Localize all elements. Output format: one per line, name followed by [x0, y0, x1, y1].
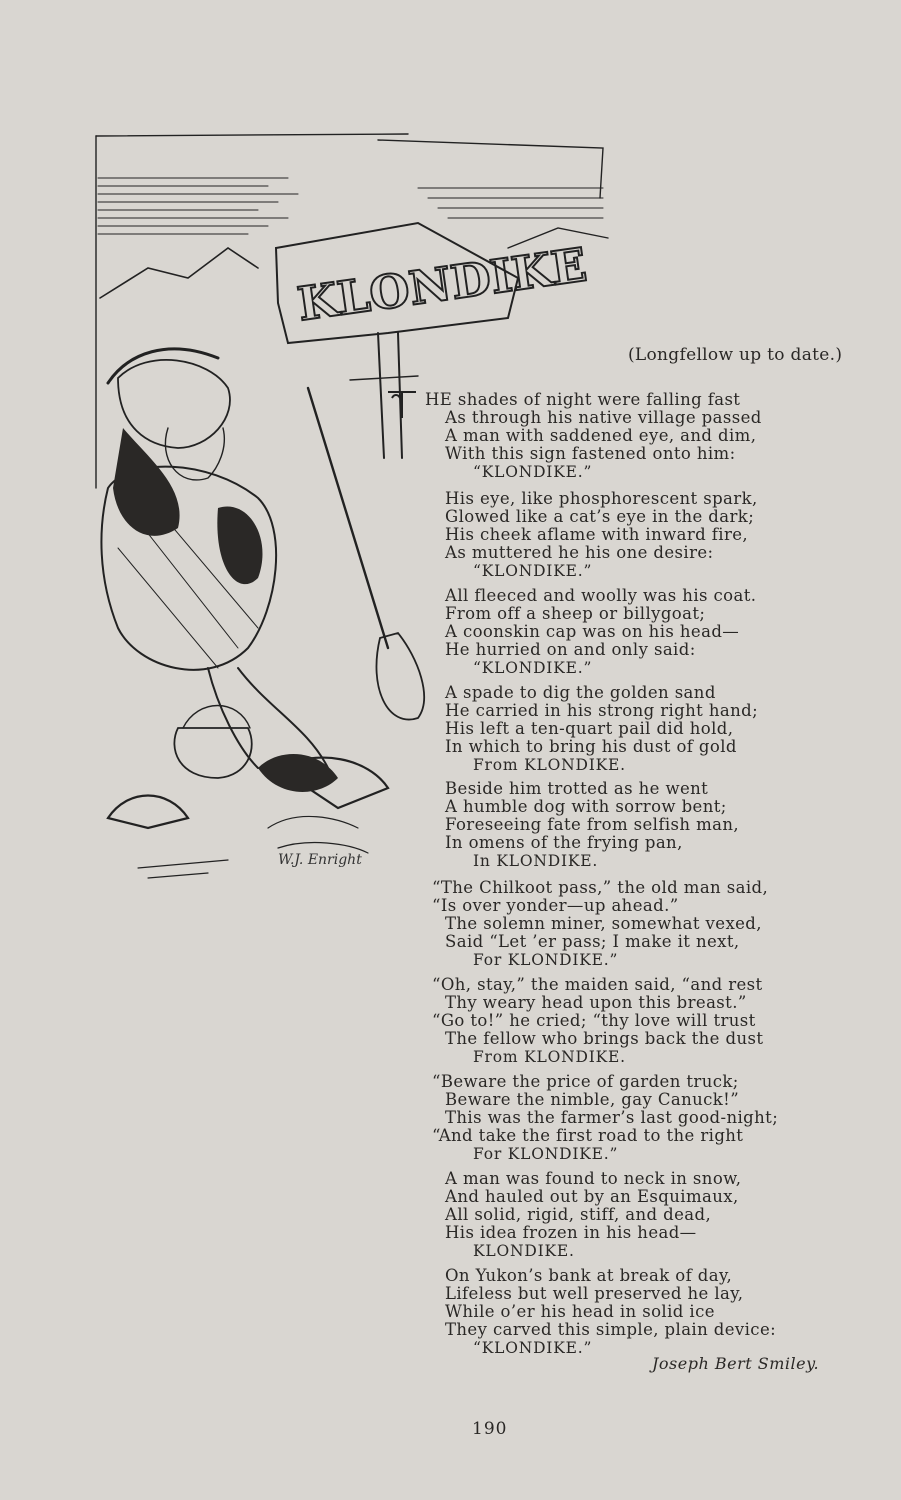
poem-line: In omens of the frying pan,	[445, 833, 683, 852]
poem-line: “Beware the price of garden truck;	[432, 1072, 739, 1091]
poem-line: He carried in his strong right hand;	[445, 701, 759, 720]
poem-refrain: From KLONDIKE.	[473, 756, 626, 774]
author-signature: Joseph Bert Smiley.	[652, 1354, 820, 1373]
stanza-7	[432, 976, 763, 1066]
poem-line: “The Chilkoot pass,” the old man said,	[432, 878, 769, 897]
poem-line: And hauled out by an Esquimaux,	[445, 1187, 739, 1206]
poem-line: HE shades of night were falling fast	[425, 390, 741, 409]
poem-line: “Is over yonder—up ahead.”	[432, 896, 679, 915]
page-number: 190	[472, 1419, 508, 1439]
poem-refrain: In KLONDIKE.	[473, 852, 599, 870]
poem-line: From off a sheep or billygoat;	[445, 604, 706, 623]
poem-line: A coonskin cap was on his head—	[445, 622, 740, 641]
stanza-10	[445, 1267, 776, 1357]
poem-line: All solid, rigid, stiff, and dead,	[445, 1205, 712, 1224]
poem-line: “Oh, stay,” the maiden said, “and rest	[432, 975, 763, 994]
poem-refrain: “KLONDIKE.”	[473, 463, 593, 481]
poem-line: As through his native village passed	[445, 408, 762, 427]
poem-refrain: For KLONDIKE.”	[473, 951, 619, 969]
poem-line: His cheek aflame with inward fire,	[445, 525, 749, 544]
poem-refrain: “KLONDIKE.”	[473, 659, 593, 677]
poem-line: Beside him trotted as he went	[445, 779, 709, 798]
poem-line: All fleeced and woolly was his coat.	[445, 586, 757, 605]
poem-refrain: KLONDIKE.	[473, 1242, 575, 1260]
poem-refrain: “KLONDIKE.”	[473, 1339, 593, 1357]
stanza-5	[445, 780, 739, 870]
poem-line: The fellow who brings back the dust	[445, 1029, 764, 1048]
poem-line: He hurried on and only said:	[445, 640, 696, 659]
poem-line: A humble dog with sorrow bent;	[445, 797, 727, 816]
poem-subtitle: (Longfellow up to date.)	[628, 345, 843, 365]
stanza-1	[425, 391, 762, 481]
poem-line: Said “Let ’er pass; I make it next,	[445, 932, 740, 951]
sign-lettering: KLONDIKE	[294, 237, 590, 332]
poem-line: Lifeless but well preserved he lay,	[445, 1284, 744, 1303]
poem-line: A spade to dig the golden sand	[445, 683, 716, 702]
stanza-3	[445, 587, 756, 677]
stanza-8	[432, 1073, 778, 1163]
poem-refrain: From KLONDIKE.	[473, 1048, 626, 1066]
poem-line: They carved this simple, plain device:	[445, 1320, 777, 1339]
poem-line: Beware the nimble, gay Canuck!”	[445, 1090, 740, 1109]
poem-refrain: “KLONDIKE.”	[473, 562, 593, 580]
poem-line: This was the farmer’s last good-night;	[445, 1108, 779, 1127]
poem-line: Thy weary head upon this breast.”	[445, 993, 747, 1012]
poem-line: While o’er his head in solid ice	[445, 1302, 715, 1321]
poem-line: As muttered he his one desire:	[445, 543, 714, 562]
poem-line: Foreseeing fate from selfish man,	[445, 815, 740, 834]
poem-line: His eye, like phosphorescent spark,	[445, 489, 758, 508]
stanza-6	[432, 879, 768, 969]
stanza-9	[445, 1170, 741, 1260]
stanza-4	[445, 684, 758, 774]
poem-line: His idea frozen in his head—	[445, 1223, 697, 1242]
poem-line: Glowed like a cat’s eye in the dark;	[445, 507, 755, 526]
artist-signature: W.J. Enright	[278, 852, 362, 868]
poem-line: “Go to!” he cried; “thy love will trust	[432, 1011, 756, 1030]
poem-line: With this sign fastened onto him:	[445, 444, 736, 463]
stanza-2	[445, 490, 758, 580]
poem-line: His left a ten-quart pail did hold,	[445, 719, 734, 738]
poem-line: The solemn miner, somewhat vexed,	[445, 914, 762, 933]
poem-refrain: For KLONDIKE.”	[473, 1145, 619, 1163]
poem-line: A man with saddened eye, and dim,	[445, 426, 757, 445]
poem-line: In which to bring his dust of gold	[445, 737, 737, 756]
poem-line: A man was found to neck in snow,	[445, 1169, 742, 1188]
poem-line: “And take the first road to the right	[432, 1126, 744, 1145]
poem-line: On Yukon’s bank at break of day,	[445, 1266, 733, 1285]
